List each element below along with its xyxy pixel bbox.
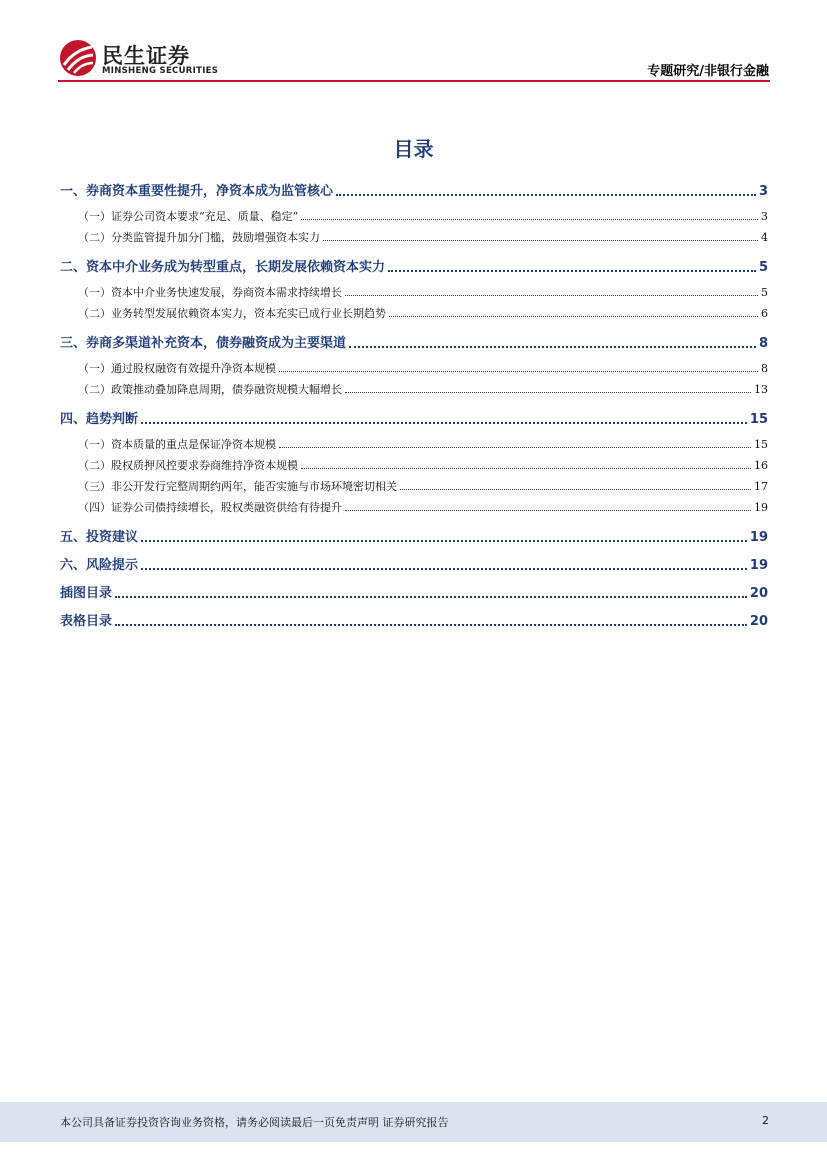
toc-entry[interactable] bbox=[60, 554, 768, 573]
toc-entry-page: 19 bbox=[749, 558, 768, 573]
toc-entry-page: 8 bbox=[758, 336, 768, 351]
toc-entry-page: 6 bbox=[761, 307, 768, 320]
toc-entry-text: （一）资本质量的重点是保证净资本规模 bbox=[78, 438, 276, 451]
toc-entry[interactable] bbox=[60, 582, 768, 601]
toc-entry[interactable] bbox=[60, 229, 768, 245]
toc-entry[interactable] bbox=[60, 499, 768, 515]
toc-entry-text: 六、风险提示 bbox=[60, 558, 139, 573]
toc-entry[interactable] bbox=[60, 208, 768, 224]
toc-entry-text: （一）证券公司资本要求“充足、质量、稳定” bbox=[78, 210, 299, 223]
toc-entry-text: （二）政策推动叠加降息周期，债券融资规模大幅增长 bbox=[78, 383, 342, 396]
toc-entry[interactable] bbox=[60, 408, 768, 427]
report-category: 专题研究/非银行金融 bbox=[647, 64, 769, 79]
page-number: 2 bbox=[762, 1114, 769, 1127]
page-footer bbox=[0, 1102, 827, 1142]
toc-entry-page: 5 bbox=[761, 286, 768, 299]
toc-entry-text: （二）股权质押风控要求券商维持净资本规模 bbox=[78, 459, 298, 472]
toc-entry-page: 15 bbox=[754, 438, 768, 451]
toc-entry-page: 20 bbox=[749, 586, 768, 601]
dot-leader bbox=[141, 567, 747, 570]
toc-entry[interactable] bbox=[60, 610, 768, 629]
toc-entry[interactable] bbox=[60, 360, 768, 376]
toc-entry-text: 二、资本中介业务成为转型重点，长期发展依赖资本实力 bbox=[60, 260, 386, 275]
dot-leader bbox=[141, 421, 747, 424]
toc-entry-page: 16 bbox=[754, 459, 768, 472]
toc-entry-text: （四）证券公司债持续增长，股权类融资供给有待提升 bbox=[78, 501, 342, 514]
toc-entry[interactable] bbox=[60, 332, 768, 351]
dot-leader bbox=[388, 269, 756, 272]
toc-entry-text: 表格目录 bbox=[60, 614, 113, 629]
toc-entry-page: 4 bbox=[761, 231, 768, 244]
toc-entry-page: 19 bbox=[749, 530, 768, 545]
toc-entry-page: 3 bbox=[761, 210, 768, 223]
toc-entry-page: 19 bbox=[754, 501, 768, 514]
minsheng-logo-icon bbox=[58, 38, 98, 78]
dot-leader bbox=[345, 294, 758, 296]
toc-entry[interactable] bbox=[60, 478, 768, 494]
toc-entry[interactable] bbox=[60, 381, 768, 397]
toc-entry-page: 17 bbox=[754, 480, 768, 493]
toc-entry[interactable] bbox=[60, 256, 768, 275]
toc-entry-page: 3 bbox=[758, 184, 768, 199]
dot-leader bbox=[279, 370, 758, 372]
toc-entry-text: 四、趋势判断 bbox=[60, 412, 139, 427]
toc-entry-page: 8 bbox=[761, 362, 768, 375]
toc-entry-text: （一）通过股权融资有效提升净资本规模 bbox=[78, 362, 276, 375]
toc-entry[interactable] bbox=[60, 284, 768, 300]
dot-leader bbox=[301, 218, 758, 220]
footer-disclaimer: 本公司具备证券投资咨询业务资格，请务必阅读最后一页免责声明 证券研究报告 bbox=[60, 1116, 449, 1129]
toc-entry[interactable] bbox=[60, 436, 768, 452]
toc-title: 目录 bbox=[393, 137, 434, 161]
toc-entry-page: 15 bbox=[749, 412, 768, 427]
dot-leader bbox=[115, 623, 747, 626]
page-header bbox=[0, 0, 827, 90]
company-logo bbox=[58, 38, 218, 78]
dot-leader bbox=[141, 539, 747, 542]
dot-leader bbox=[115, 595, 747, 598]
toc-entry[interactable] bbox=[60, 305, 768, 321]
toc-entry-page: 5 bbox=[758, 260, 768, 275]
dot-leader bbox=[400, 488, 751, 490]
dot-leader bbox=[345, 391, 751, 393]
toc-entry-text: 一、券商资本重要性提升，净资本成为监管核心 bbox=[60, 184, 334, 199]
toc-entry-page: 13 bbox=[754, 383, 768, 396]
toc-entry-text: 插图目录 bbox=[60, 586, 113, 601]
toc-entry[interactable] bbox=[60, 457, 768, 473]
toc-entry[interactable] bbox=[60, 526, 768, 545]
logo-chinese-name: 民生证券 bbox=[102, 44, 190, 68]
dot-leader bbox=[279, 446, 751, 448]
toc-entry-text: 三、券商多渠道补充资本，债券融资成为主要渠道 bbox=[60, 336, 347, 351]
toc-entry-text: （一）资本中介业务快速发展，券商资本需求持续增长 bbox=[78, 286, 342, 299]
logo-english-name: MINSHENG SECURITIES bbox=[102, 66, 219, 76]
dot-leader bbox=[301, 467, 751, 469]
toc-entry-text: 五、投资建议 bbox=[60, 530, 139, 545]
dot-leader bbox=[389, 315, 758, 317]
dot-leader bbox=[336, 193, 756, 196]
toc-entry[interactable] bbox=[60, 180, 768, 199]
toc-entry-text: （二）业务转型发展依赖资本实力，资本充实已成行业长期趋势 bbox=[78, 307, 386, 320]
dot-leader bbox=[349, 345, 756, 348]
header-divider bbox=[58, 80, 770, 82]
toc-entry-text: （三）非公开发行完整周期约两年，能否实施与市场环境密切相关 bbox=[78, 480, 397, 493]
dot-leader bbox=[345, 509, 751, 511]
toc-entry-page: 20 bbox=[749, 614, 768, 629]
toc-entry-text: （二）分类监管提升加分门槛，鼓励增强资本实力 bbox=[78, 231, 320, 244]
dot-leader bbox=[323, 239, 758, 241]
